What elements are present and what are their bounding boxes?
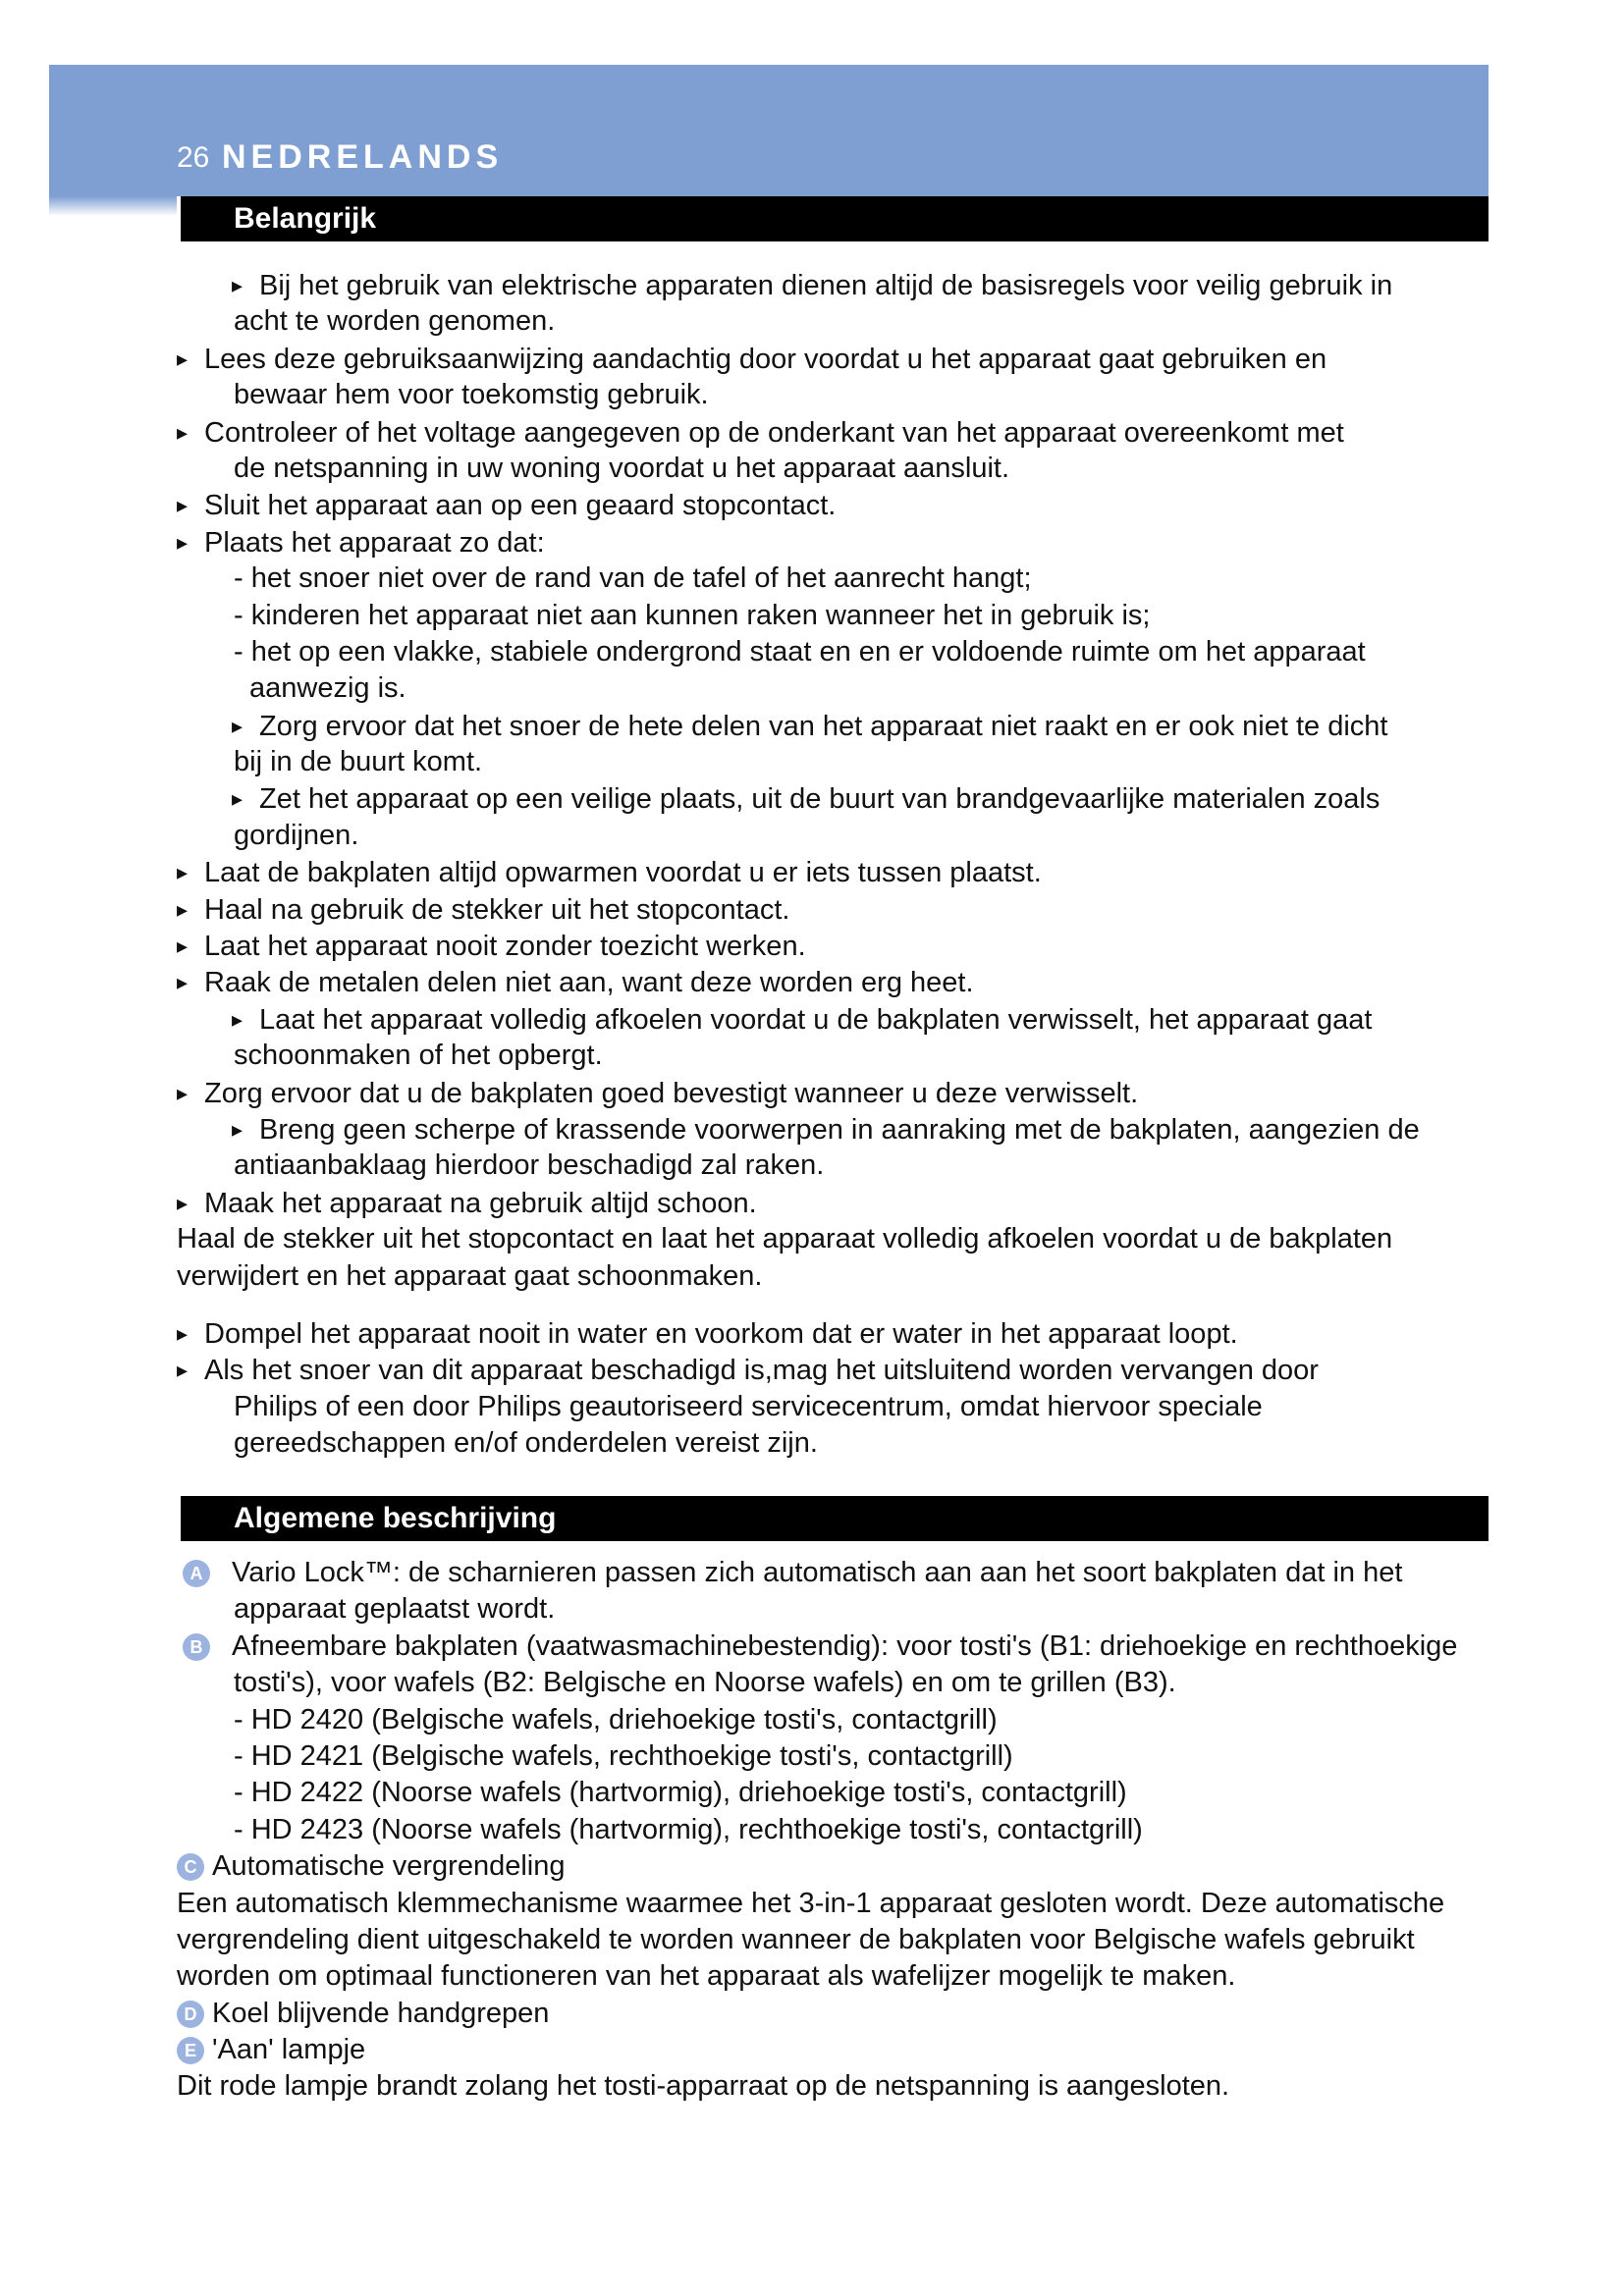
list-item: ▸ Dompel het apparaat nooit in water en voorkom dat er water in het apparaat loopt. [177,1315,1492,1352]
important-list-2 [177,1315,1492,1463]
section-title-belangrijk: Belangrijk [181,196,1489,241]
bullet-icon: ▸ [177,1358,189,1383]
model-item: - HD 2420 (Belgische wafels, driehoekige tosti's, contactgrill) [234,1703,998,1735]
list-item: ▸ Controleer of het voltage aangegeven op de onderkant van het apparaat overeenkomt met [177,414,1492,451]
bullet-icon: ▸ [177,1190,189,1215]
description-item-d: D Koel blijvende handgrepen [177,1996,1492,2032]
list-item-continuation: Philips of een door Philips geautoriseerd servicecentrum, omdat hiervoor speciale [234,1390,1263,1422]
list-item: ▸ Laat de bakplaten altijd opwarmen voordat u er iets tussen plaatst. [177,854,1492,890]
list-item: ▸ Haal na gebruik de stekker uit het stopcontact. [177,891,1492,928]
list-item: ▸ Zet het apparaat op een veilige plaats, uit de buurt van brandgevaarlijke materialen zoals [177,780,1492,817]
description-list [177,1555,1492,2106]
list-item: ▸ Zorg ervoor dat u de bakplaten goed bevestigt wanneer u deze verwisselt. [177,1075,1492,1111]
paragraph-line: Haal de stekker uit het stopcontact en laat het apparaat volledig afkoelen voordat u de bakplaten [177,1223,1393,1255]
bullet-icon: ▸ [177,896,189,922]
marker-e-icon: E [177,2037,204,2064]
bullet-icon: ▸ [177,346,189,371]
marker-a-icon: A [183,1560,210,1587]
model-item: - HD 2421 (Belgische wafels, rechthoekige tosti's, contactgrill) [234,1739,1013,1772]
list-item-continuation: acht te worden genomen. [234,305,556,338]
list-item: ▸ Zorg ervoor dat het snoer de hete delen van het apparaat niet raakt en er ook niet te dicht [177,708,1492,744]
marker-b-icon: B [183,1633,210,1661]
list-item-continuation: de netspanning in uw woning voordat u het apparaat aansluit. [234,452,1010,484]
sub-item: - het snoer niet over de rand van de tafel of het aanrecht hangt; [234,562,1032,595]
list-item-continuation: gereedschappen en/of onderdelen vereist zijn. [234,1427,818,1460]
bullet-icon: ▸ [177,860,189,885]
bullet-icon: ▸ [177,1321,189,1346]
sub-item-continuation: aanwezig is. [249,672,406,705]
description-continuation: tosti's), voor wafels (B2: Belgische en Noorse wafels) en om te grillen (B3). [234,1667,1176,1699]
paragraph-line: vergrendeling dient uitgeschakeld te worden wanneer de bakplaten voor Belgische wafels gebruikt [177,1923,1415,1955]
bullet-icon: ▸ [177,493,189,518]
description-item-a: A Vario Lock™: de scharnieren passen zich automatisch aan aan het soort bakplaten dat in het [177,1555,1492,1591]
list-item: ▸ Maak het apparaat na gebruik altijd schoon. [177,1185,1492,1221]
bullet-icon: ▸ [232,713,244,738]
list-item-continuation: bij in de buurt komt. [234,746,483,778]
sub-item: - het op een vlakke, stabiele ondergrond staat en en er voldoende ruimte om het apparaat [234,635,1366,667]
marker-c-icon: C [177,1853,204,1881]
list-item: ▸ Laat het apparaat nooit zonder toezicht werken. [177,928,1492,964]
marker-d-icon: D [177,2001,204,2028]
bullet-icon: ▸ [177,419,189,445]
sub-item: - kinderen het apparaat niet aan kunnen raken wanneer het in gebruik is; [234,599,1151,631]
important-list [177,267,1492,1295]
header-band-fade [49,196,177,216]
list-item: ▸ Breng geen scherpe of krassende voorwerpen in aanraking met de bakplaten, aangezien de [177,1111,1492,1148]
description-item-c: C Automatische vergrendeling [177,1848,1492,1885]
paragraph-line: verwijdert en het apparaat gaat schoonmaken. [177,1259,763,1292]
list-item-continuation: gordijnen. [234,819,359,851]
description-item-b: B Afneembare bakplaten (vaatwasmachinebestendig): voor tosti's (B1: driehoekige en rechthoekige [177,1629,1492,1665]
list-item: ▸ Als het snoer van dit apparaat beschadigd is,mag het uitsluitend worden vervangen door [177,1352,1492,1388]
list-item: ▸ Plaats het apparaat zo dat: [177,524,1492,561]
bullet-icon: ▸ [177,529,189,555]
list-item-continuation: bewaar hem voor toekomstig gebruik. [234,379,709,411]
page-number: 26 [177,141,210,174]
bullet-icon: ▸ [177,970,189,995]
model-item: - HD 2422 (Noorse wafels (hartvormig), driehoekige tosti's, contactgrill) [234,1777,1127,1809]
list-item: ▸ Lees deze gebruiksaanwijzing aandachtig door voordat u het apparaat gaat gebruiken en [177,341,1492,377]
bullet-icon: ▸ [177,1080,189,1105]
page-language-title: NEDRELANDS [222,138,504,176]
bullet-icon: ▸ [232,273,244,297]
list-item: ▸ Raak de metalen delen niet aan, want deze worden erg heet. [177,964,1492,1000]
description-item-e: E 'Aan' lampje [177,2032,1492,2068]
list-item: ▸ Sluit het apparaat aan op een geaard stopcontact. [177,487,1492,523]
list-item: ▸ Laat het apparaat volledig afkoelen voordat u de bakplaten verwisselt, het apparaat gaat [177,1001,1492,1038]
paragraph-line: Dit rode lampje brandt zolang het tosti-apparraat op de netspanning is aangesloten. [177,2070,1230,2103]
list-item: ▸ Bij het gebruik van elektrische apparaten dienen altijd de basisregels voor veilig gebruik in [177,267,1492,303]
list-item-continuation: antiaanbaklaag hierdoor beschadigd zal raken. [234,1149,825,1182]
paragraph-line: Een automatisch klemmechanisme waarmee het 3-in-1 apparaat gesloten wordt. Deze automatische [177,1887,1445,1919]
bullet-icon: ▸ [232,1006,244,1032]
bullet-icon: ▸ [232,1116,244,1142]
section-title-algemene-beschrijving: Algemene beschrijving [181,1496,1489,1541]
bullet-icon: ▸ [232,786,244,812]
bullet-icon: ▸ [177,934,189,959]
list-item-continuation: schoonmaken of het opbergt. [234,1040,603,1072]
description-continuation: apparaat geplaatst wordt. [234,1593,556,1626]
paragraph-line: worden om optimaal functioneren van het apparaat als wafelijzer mogelijk te maken. [177,1960,1236,1993]
model-item: - HD 2423 (Noorse wafels (hartvormig), rechthoekige tosti's, contactgrill) [234,1813,1143,1845]
